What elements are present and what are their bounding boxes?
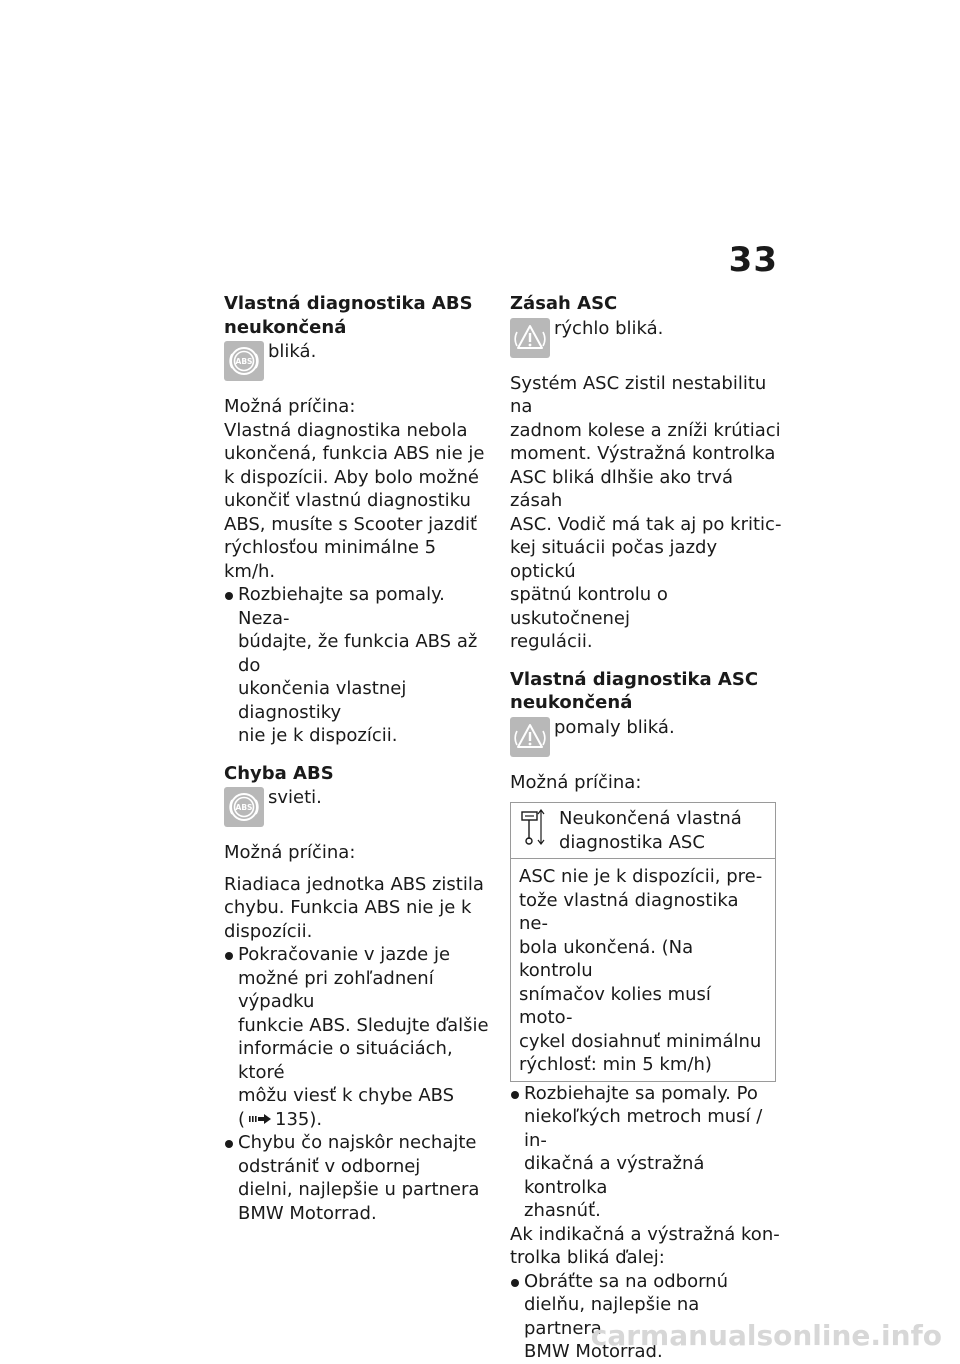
bullet-line: ukončenia vlastnej diagnostiky (238, 678, 407, 723)
abs-warning-icon (224, 787, 264, 827)
cause-label: Možná príčina: (224, 842, 356, 863)
bullet-line: možné pri zohľadnení výpadku (238, 967, 434, 1012)
section-title: Chyba ABS (224, 762, 334, 784)
abs-warning-icon (224, 341, 264, 381)
paragraph-line: ukončiť vlastnú diagnostiku (224, 490, 471, 511)
bullet-line: Pokračovanie v jazde je (238, 944, 451, 965)
list-item (510, 1082, 782, 1223)
section-title: Vlastná diagnostika ABS (224, 293, 473, 314)
bullet-line: búdajte, že funkcia ABS až do (238, 631, 478, 676)
cause-label: Možná príčina: (224, 396, 356, 417)
paragraph-line: ukončená, funkcia ABS nie je (224, 443, 485, 464)
bullet-line: dikačná a výstražná kontrolka (524, 1153, 705, 1198)
page-reference-link[interactable]: 135). (275, 1108, 323, 1130)
bullet-line: odstrániť v odbornej (238, 1155, 421, 1177)
paragraph-line: ASC bliká dlhšie ako trvá zásah (510, 466, 734, 511)
info-box-line: bola ukončená. (Na kontrolu (519, 936, 694, 981)
section-title: Zásah ASC (510, 293, 618, 314)
abs-icon-label: ABS (235, 357, 253, 366)
cause-label: Možná príčina: (510, 771, 642, 793)
bullet-line: dielňu, najlepšie na partnera (524, 1294, 700, 1339)
page-number: 33 (728, 240, 778, 280)
info-box-line: cykel dosiahnuť minimálnu (519, 1030, 762, 1052)
paragraph-line: ASC. Vodič má tak aj po kritic- (510, 513, 782, 535)
paragraph-line: Riadiaca jednotka ABS zistila (224, 873, 484, 895)
section-title: Vlastná diagnostika ASC (510, 668, 759, 690)
warning-row (224, 787, 492, 827)
status-text: bliká. (268, 341, 317, 362)
info-box-line: ASC nie je k dispozícii, pre- (519, 866, 763, 887)
paragraph-line: Systém ASC zistil nestabilitu na (510, 372, 767, 417)
paragraph-line: zadnom kolese a zníži krútiaci (510, 419, 781, 441)
right-column (510, 292, 782, 1364)
watermark: carmanualsonline.info (590, 1319, 942, 1352)
bullet-line: funkcie ABS. Sledujte ďalšie (238, 1014, 489, 1036)
paragraph-line: rýchlosťou minimálne 5 km/h. (224, 537, 437, 582)
bullet-line: zhasnúť. (524, 1200, 601, 1221)
info-box-body (511, 859, 775, 1081)
bullet-list (224, 943, 492, 1225)
info-box (510, 802, 776, 1082)
bullet-line: nie je k dispozícii. (238, 725, 398, 746)
diagnosis-tool-icon (519, 807, 545, 851)
paragraph-line: chybu. Funkcia ABS nie je k (224, 897, 472, 918)
info-box-header (511, 803, 775, 859)
bullet-line: BMW Motorrad. (238, 1202, 377, 1224)
info-box-line: snímačov kolies musí moto- (519, 983, 711, 1028)
info-box-line: tože vlastná diagnostika ne- (519, 889, 739, 934)
status-text: pomaly bliká. (554, 716, 675, 738)
paragraph-line: k dispozícii. Aby bolo možné (224, 466, 479, 488)
bullet-line: Obráťte sa na odbornú (524, 1270, 729, 1292)
left-column (224, 292, 492, 1225)
status-text: svieti. (268, 787, 322, 808)
warning-row (510, 717, 782, 757)
list-item (224, 583, 492, 748)
bullet-line: Rozbiehajte sa pomaly. Po (524, 1082, 758, 1104)
paragraph-line: dispozícii. (224, 920, 313, 942)
paragraph-line: regulácii. (510, 631, 593, 652)
page-reference-arrow-icon[interactable] (248, 1108, 272, 1132)
paragraph-line: spätnú kontrolu o uskutočnenej (510, 584, 668, 629)
bullet-list (224, 583, 492, 748)
warning-row (224, 341, 492, 381)
info-box-title: Neukončená vlastná (559, 808, 742, 829)
paragraph-line: kej situácii počas jazdy optickú (510, 537, 718, 582)
status-text: rýchlo bliká. (554, 317, 664, 339)
abs-icon-label: ABS (235, 803, 253, 812)
bullet-line: niekoľkých metroch musí / in- (524, 1106, 763, 1151)
paragraph-line: trolka bliká ďalej: (510, 1247, 665, 1268)
info-box-line: rýchlosť: min 5 km/h) (519, 1054, 712, 1075)
bullet-line: BMW Motorrad. (524, 1341, 663, 1362)
list-item (224, 1131, 492, 1225)
asc-warning-icon (510, 717, 550, 757)
bullet-line: informácie o situáciách, ktoré (238, 1038, 453, 1083)
ref-paren: ( (238, 1108, 246, 1130)
bullet-line: môžu viesť k chybe ABS (238, 1085, 455, 1106)
bullet-line: Chybu čo najskôr nechajte (238, 1132, 477, 1154)
info-box-title: diagnostika ASC (559, 831, 705, 853)
paragraph-line: Vlastná diagnostika nebola (224, 419, 468, 441)
section-title: neukončená (510, 692, 633, 713)
paragraph-line: ABS, musíte s Scooter jazdiť (224, 513, 478, 535)
warning-row (510, 318, 782, 358)
bullet-list (510, 1082, 782, 1223)
asc-warning-icon (510, 318, 550, 358)
bullet-line: Rozbiehajte sa pomaly. Neza- (238, 584, 445, 629)
list-item (224, 943, 492, 1131)
paragraph-line: moment. Výstražná kontrolka (510, 443, 776, 464)
paragraph-line: Ak indikačná a výstražná kon- (510, 1223, 780, 1245)
bullet-line: dielni, najlepšie u partnera (238, 1179, 480, 1201)
section-title: neukončená (224, 316, 347, 338)
